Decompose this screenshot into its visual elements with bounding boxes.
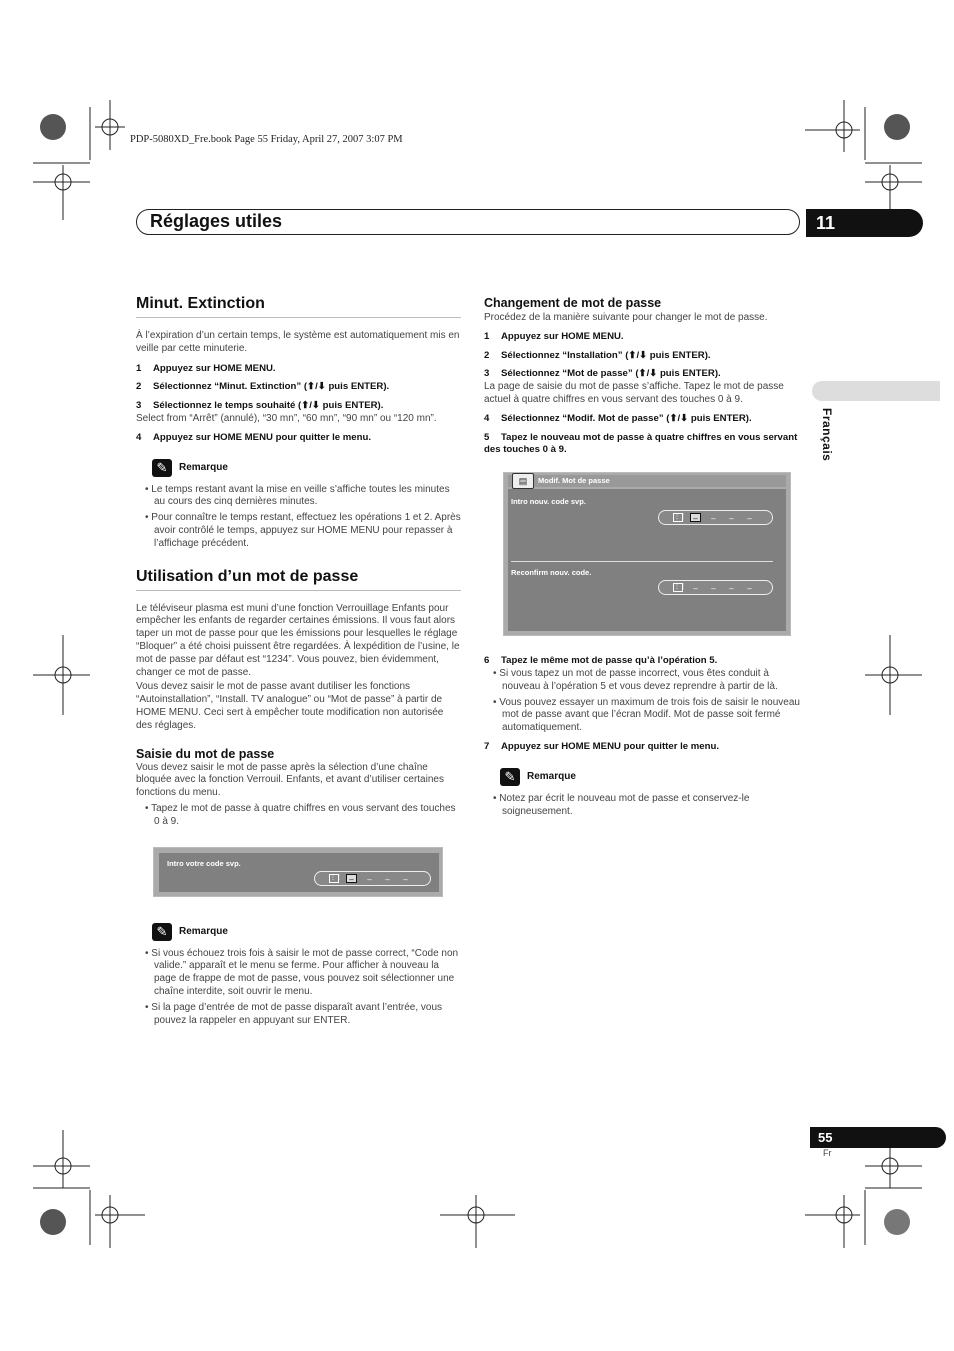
change-password-screen <box>503 472 791 636</box>
left-column <box>136 295 461 1027</box>
page-lang: Fr <box>823 1148 832 1158</box>
pencil-note-icon: ✎ <box>152 923 172 941</box>
minut-step-2: 2 Sélectionnez “Minut. Extinction” (⬆/⬇ puis ENTER). <box>136 381 390 393</box>
password-para-2: Vous devez saisir le mot de passe avant dutiliser les fonctions “Autoinstallation”, “Install. TV analogue” ou “Mot de passe” à partir de HOME MENU. Ceci sert à empêcher toute modification non autorisée des réglages. <box>136 681 444 731</box>
pin-digit: – <box>403 874 408 884</box>
language-tab <box>812 381 940 401</box>
minut-note-2: • Pour connaître le temps restant, effectuez les opérations 1 et 2. Après avoir contrôlé le temps, appuyez sur HOME MENU pour repasser à l’affichage précédent. <box>145 512 461 549</box>
pin-digit: – <box>693 584 698 594</box>
chapter-title: Réglages utiles <box>150 211 283 231</box>
pin-digit: – <box>711 514 716 524</box>
language-label: Français <box>820 408 834 462</box>
keypad-icon: ⋮⋮ <box>330 874 342 881</box>
change-step-3: 3 Sélectionnez “Mot de passe” (⬆/⬇ puis ENTER). <box>484 368 721 380</box>
minut-step-4: 4 Appuyez sur HOME MENU pour quitter le menu. <box>136 431 372 443</box>
minut-intro: À l’expiration d’un certain temps, le système est automatiquement mis en veille par cette minuterie. <box>136 330 460 354</box>
changement-intro: Procédez de la manière suivante pour changer le mot de passe. <box>484 312 768 323</box>
pin-digit: – <box>367 874 372 884</box>
change-step-4: 4 Sélectionnez “Modif. Mot de passe” (⬆/⬇ puis ENTER). <box>484 412 752 424</box>
note-label: Remarque <box>179 462 228 474</box>
change-step-6: 6 Tapez le même mot de passe qu’à l’opération 5. <box>484 655 718 667</box>
change-step-2: 2 Sélectionnez “Installation” (⬆/⬇ puis ENTER). <box>484 349 711 361</box>
file-header: PDP-5080XD_Fre.book Page 55 Friday, April 27, 2007 3:07 PM <box>130 134 403 145</box>
screen-title: Modif. Mot de passe <box>538 476 610 486</box>
password-entry-screen <box>153 847 443 897</box>
pin-digit: – <box>346 874 357 883</box>
chapter-number: 11 <box>806 209 923 237</box>
note-label: Remarque <box>527 771 576 783</box>
section-rule <box>136 317 461 318</box>
change-step-5: 5 Tapez le nouveau mot de passe à quatre chiffres en vous servant des touches 0 à 9. <box>484 431 798 456</box>
pin-input[interactable] <box>314 871 431 886</box>
saisie-para: Vous devez saisir le mot de passe après la sélection d’une chaîne bloquée avec la fonction Verrouil. Enfants, et avant d’utiliser certaines fonctions du menu. <box>136 761 444 799</box>
change-note-1: • Notez par écrit le nouveau mot de passe et conservez-le soigneusement. <box>493 792 750 817</box>
subsection-title-saisie: Saisie du mot de passe <box>136 746 275 761</box>
screen-divider <box>511 561 773 562</box>
pencil-note-icon: ✎ <box>152 459 172 477</box>
page-number: 55 <box>810 1127 946 1148</box>
minut-step-1: 1 Appuyez sur HOME MENU. <box>136 362 276 374</box>
note-header <box>152 459 461 477</box>
menu-icon: ▤ <box>512 473 534 489</box>
new-pin-input[interactable] <box>658 510 773 525</box>
change-step-7: 7 Appuyez sur HOME MENU pour quitter le menu. <box>484 740 720 752</box>
pencil-note-icon: ✎ <box>500 768 520 786</box>
change-step-1: 1 Appuyez sur HOME MENU. <box>484 330 624 342</box>
screen-label-confirm: Reconfirm nouv. code. <box>511 568 592 578</box>
password-note-1: • Si vous échouez trois fois à saisir le mot de passe correct, “Code non valide.” apparaît et le menu se ferme. Pour afficher à nouveau la page de frappe de mot de passe, vous pouvez soit sélectionner une chaîne interdite, soit ouvrir le menu. <box>145 947 459 997</box>
screen-label-new: Intro nouv. code svp. <box>511 497 586 507</box>
note-header <box>500 768 809 786</box>
pin-digit: – <box>747 584 752 594</box>
minut-step-3: 3 Sélectionnez le temps souhaité (⬆/⬇ puis ENTER). <box>136 400 384 412</box>
password-note-2: • Si la page d’entrée de mot de passe disparaît avant l’entrée, vous pouvez la rappeler en appuyant sur ENTER. <box>145 1001 443 1026</box>
confirm-pin-input[interactable] <box>658 580 773 595</box>
pin-digit: – <box>729 514 734 524</box>
keypad-icon: ⋮⋮ <box>674 584 686 591</box>
password-para-1: Le téléviseur plasma est muni d’une fonction Verrouillage Enfants pour empêcher les enfants de regarder certaines émissions. Il vous faut alors taper un mot de passe pour que les émissions pour lesquelles le réglage “Bloquer” a été choisi puissent être regardées. À lexpédition de l’usine, le mot de passe par défaut est “1234”. Vous pouvez, bien évidemment, changer ce mot de passe. <box>136 602 460 678</box>
keypad-icon: ⋮⋮ <box>674 514 686 521</box>
minut-step-3-detail: Select from “Arrêt” (annulé), “30 mn”, “60 mn”, “90 mn” ou “120 mn”. <box>136 412 437 424</box>
step6-bullet-2: • Vous pouvez essayer un maximum de trois fois de saisir le nouveau mot de passe avant que l’écran Modif. Mot de passe soit fermé automatiquement. <box>493 696 800 734</box>
change-step-3-detail: La page de saisie du mot de passe s’affiche. Tapez le mot de passe actuel à quatre chiffres en vous servant des touches 0 à 9. <box>484 381 784 405</box>
right-column <box>484 296 809 818</box>
pin-digit: – <box>690 513 701 522</box>
subsection-title-changement: Changement de mot de passe <box>484 296 662 310</box>
section-title-minut: Minut. Extinction <box>136 295 265 312</box>
note-label: Remarque <box>179 926 228 938</box>
pin-digit: – <box>729 584 734 594</box>
screen-label: Intro votre code svp. <box>167 858 241 868</box>
section-title-password: Utilisation d’un mot de passe <box>136 567 359 585</box>
pin-digit: – <box>385 874 390 884</box>
section-rule <box>136 590 461 591</box>
pin-digit: – <box>747 514 752 524</box>
note-header <box>152 923 461 941</box>
step6-bullet-1: • Si vous tapez un mot de passe incorrect, vous êtes conduit à nouveau à l’opération 5 et vous devez reprendre à partir de là. <box>493 667 778 692</box>
saisie-bullet: • Tapez le mot de passe à quatre chiffres en vous servant des touches 0 à 9. <box>145 802 456 827</box>
pin-digit: – <box>711 584 716 594</box>
minut-note-1: • Le temps restant avant la mise en veille s’affiche toutes les minutes au cours des cinq dernières minutes. <box>145 483 450 508</box>
